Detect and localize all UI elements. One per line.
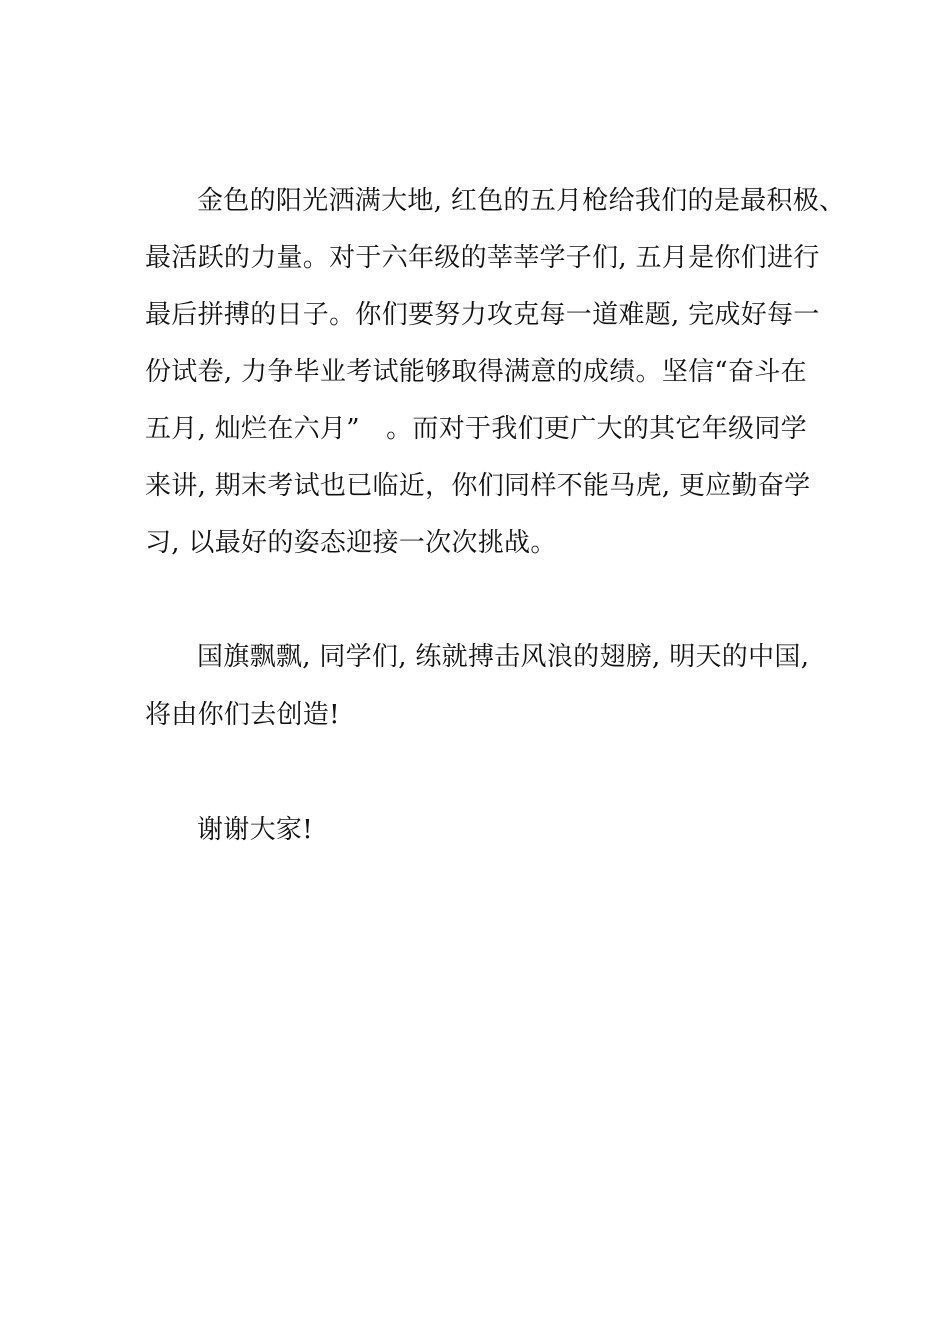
paragraph-1-line-7: 习, 以最好的姿态迎接一次次挑战。	[145, 528, 557, 558]
closing-line: 谢谢大家!	[197, 815, 313, 845]
paragraph-1-line-1: 金色的阳光洒满大地, 红色的五月枪给我们的是最积极、	[197, 186, 846, 216]
paragraph-2-line-2: 将由你们去创造!	[145, 700, 340, 730]
paragraph-1-line-5: 五月, 灿烂在六月” 。而对于我们更广大的其它年级同学	[145, 414, 807, 444]
paragraph-2-line-1: 国旗飘飘, 同学们, 练就搏击风浪的翅膀, 明天的中国,	[197, 642, 810, 672]
paragraph-1-line-3: 最后拼搏的日子。你们要努力攻克每一道难题, 完成好每一	[145, 300, 820, 330]
paragraph-1-line-4: 份试卷, 力争毕业考试能够取得满意的成绩。坚信“奋斗在	[145, 357, 807, 387]
paragraph-1-line-2: 最活跃的力量。对于六年级的莘莘学子们, 五月是你们进行	[145, 243, 820, 273]
paragraph-1-line-6: 来讲, 期末考试也已临近，你们同样不能马虎, 更应勤奋学	[145, 471, 811, 501]
